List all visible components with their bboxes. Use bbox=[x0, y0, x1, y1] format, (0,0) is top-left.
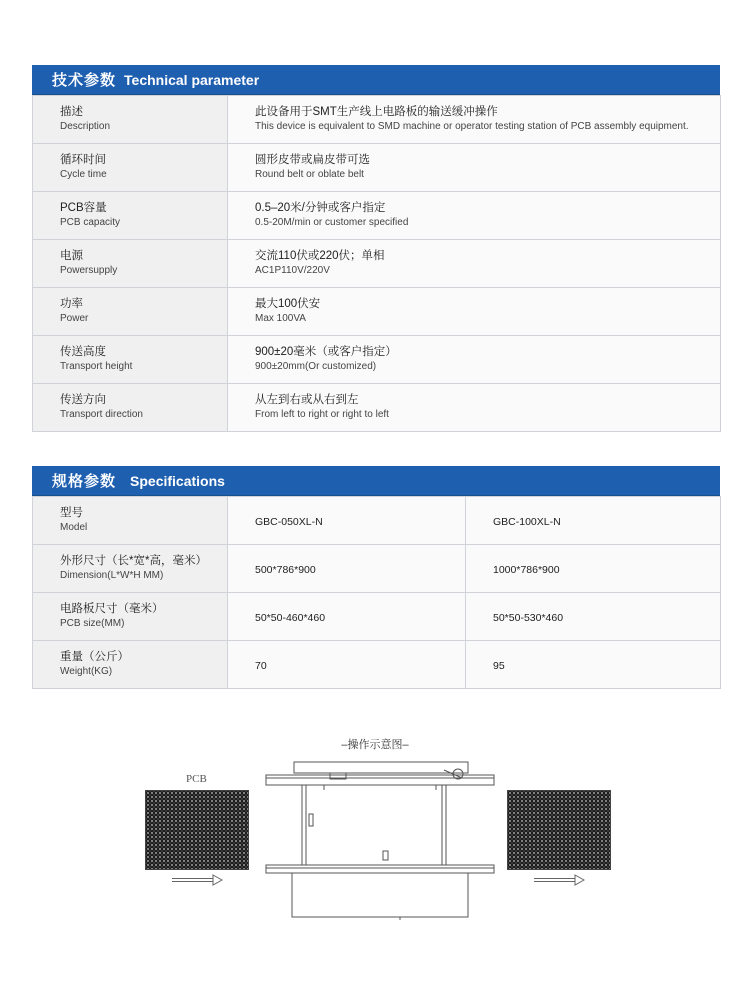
row-label-en: Weight(KG) bbox=[60, 666, 113, 677]
row-label-cn: 外形尺寸（长*宽*高，毫米） bbox=[60, 555, 207, 567]
table-row bbox=[33, 497, 721, 545]
spec-value-pcb-size-2: 50*50-530*460 bbox=[493, 611, 564, 624]
row-label-en: Cycle time bbox=[60, 169, 107, 180]
table-row bbox=[33, 336, 721, 384]
row-label-en: Power bbox=[60, 313, 89, 324]
table-row bbox=[33, 240, 721, 288]
row-label-en: Model bbox=[60, 522, 88, 533]
row-label-cn: PCB容量 bbox=[60, 202, 107, 214]
row-value-cn: 此设备用于SMT生产线上电路板的输送缓冲操作 bbox=[255, 106, 498, 118]
row-label-cn: 电路板尺寸（毫米） bbox=[60, 603, 164, 615]
pcb-board-right bbox=[507, 790, 611, 870]
table-row bbox=[33, 545, 721, 593]
row-value-cn: 最大100伏安 bbox=[255, 298, 321, 310]
row-label-cn: 电源 bbox=[60, 250, 83, 262]
row-value-en: AC1P110V/220V bbox=[255, 265, 330, 276]
row-label-en: PCB capacity bbox=[60, 217, 121, 228]
row-label-en: PCB size(MM) bbox=[60, 618, 125, 629]
row-value-cn: 圆形皮带或扁皮带可选 bbox=[255, 154, 370, 166]
spec-value-dimension-1: 500*786*900 bbox=[255, 563, 316, 576]
table-row bbox=[33, 96, 721, 144]
row-value-cn: 900±20毫米（或客户指定） bbox=[255, 346, 397, 358]
specifications-header bbox=[32, 466, 720, 496]
row-label-cn: 功率 bbox=[60, 298, 83, 310]
pcb-board-left bbox=[145, 790, 249, 870]
row-value-cn: 从左到右或从右到左 bbox=[255, 394, 359, 406]
row-label-en: Powersupply bbox=[60, 265, 118, 276]
technical-title-en: Technical parameter bbox=[124, 71, 260, 88]
row-value-en: Max 100VA bbox=[255, 313, 306, 324]
row-label-cn: 循环时间 bbox=[60, 154, 106, 166]
row-value-en: 0.5-20M/min or customer specified bbox=[255, 217, 409, 228]
spec-value-pcb-size-1: 50*50-460*460 bbox=[255, 611, 326, 624]
specifications-title-en: Specifications bbox=[130, 472, 225, 489]
row-value-en: Round belt or oblate belt bbox=[255, 169, 364, 180]
arrow-right-icon bbox=[533, 874, 585, 886]
spec-value-weight-1: 70 bbox=[255, 659, 267, 672]
specifications-section bbox=[32, 466, 720, 689]
specifications-title-cn: 规格参数 bbox=[52, 473, 117, 490]
table-row bbox=[33, 144, 721, 192]
row-value-en: From left to right or right to left bbox=[255, 409, 389, 420]
row-value-cn: 0.5–20米/分钟或客户指定 bbox=[255, 202, 386, 214]
diagram-title: –操作示意图– bbox=[341, 739, 409, 751]
table-row bbox=[33, 192, 721, 240]
row-label-cn: 传送方向 bbox=[60, 394, 106, 406]
row-label-cn: 型号 bbox=[60, 507, 83, 519]
row-value-en: This device is equivalent to SMD machine or operator testing station of PCB assembly equipment. bbox=[255, 121, 689, 132]
arrow-right-icon bbox=[171, 874, 223, 886]
spec-value-dimension-2: 1000*786*900 bbox=[493, 563, 560, 576]
row-label-cn: 重量（公斤） bbox=[60, 651, 129, 663]
row-label-en: Description bbox=[60, 121, 111, 132]
table-row bbox=[33, 384, 721, 432]
conveyor-machine-drawing bbox=[262, 760, 498, 922]
spec-value-model-2: GBC-100XL-N bbox=[493, 515, 561, 528]
table-row bbox=[33, 593, 721, 641]
row-label-en: Dimension(L*W*H MM) bbox=[60, 570, 164, 581]
pcb-label: PCB bbox=[186, 773, 207, 785]
technical-parameter-header bbox=[32, 65, 720, 95]
row-label-cn: 传送高度 bbox=[60, 346, 106, 358]
technical-table bbox=[32, 95, 721, 432]
table-row bbox=[33, 288, 721, 336]
row-value-cn: 交流110伏或220伏；单相 bbox=[255, 250, 385, 262]
row-label-en: Transport height bbox=[60, 361, 133, 372]
technical-parameter-section bbox=[32, 65, 720, 432]
row-label-cn: 描述 bbox=[60, 106, 83, 118]
specifications-table bbox=[32, 496, 721, 689]
table-row bbox=[33, 641, 721, 689]
technical-title-cn: 技术参数 bbox=[52, 72, 117, 89]
row-value-en: 900±20mm(Or customized) bbox=[255, 361, 377, 372]
row-label-en: Transport direction bbox=[60, 409, 143, 420]
spec-value-model-1: GBC-050XL-N bbox=[255, 515, 323, 528]
spec-value-weight-2: 95 bbox=[493, 659, 505, 672]
